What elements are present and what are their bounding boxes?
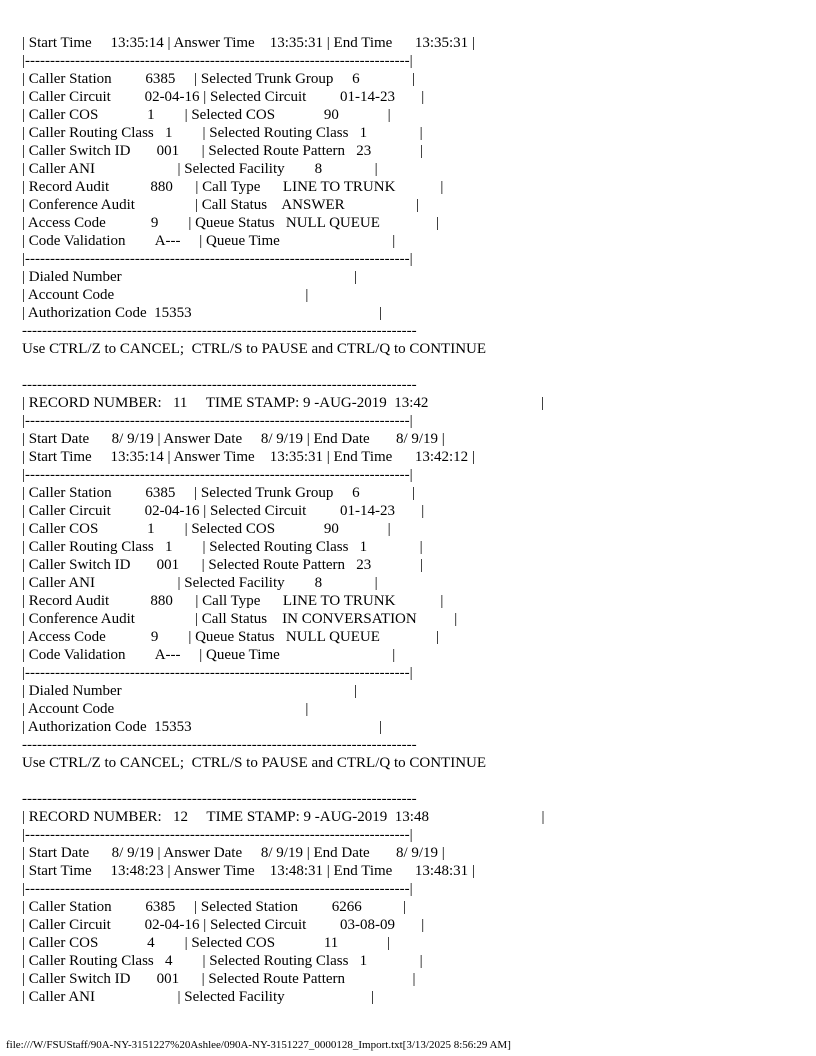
- report-line: | Caller Station 6385 | Selected Station 6266 |: [22, 899, 406, 915]
- report-line: -------------------------------------------------------------------------------: [22, 323, 417, 339]
- report-line: | Caller COS 1 | Selected COS 90 |: [22, 521, 391, 537]
- report-line: |-----------------------------------------------------------------------------|: [22, 413, 413, 429]
- report-line: | Start Date 8/ 9/19 | Answer Date 8/ 9/19 | End Date 8/ 9/19 |: [22, 431, 445, 447]
- report-line: | Conference Audit | Call Status IN CONVERSATION |: [22, 611, 458, 627]
- report-line: | Start Time 13:35:14 | Answer Time 13:35:31 | End Time 13:42:12 |: [22, 449, 475, 465]
- report-line: | Caller Station 6385 | Selected Trunk Group 6 |: [22, 71, 416, 87]
- report-line: | Conference Audit | Call Status ANSWER |: [22, 197, 419, 213]
- report-line: | Code Validation A--- | Queue Time |: [22, 647, 396, 663]
- report-line: | Caller Switch ID 001 | Selected Route Pattern 23 |: [22, 143, 424, 159]
- blank-line: [22, 358, 802, 376]
- report-line: | Authorization Code 15353 |: [22, 305, 383, 321]
- document-body: [22, 34, 802, 1006]
- report-line: | Caller Station 6385 | Selected Trunk Group 6 |: [22, 485, 416, 501]
- report-line: | Caller ANI | Selected Facility |: [22, 989, 374, 1005]
- report-line: | Authorization Code 15353 |: [22, 719, 383, 735]
- report-line: |-----------------------------------------------------------------------------|: [22, 53, 413, 69]
- report-line: | Start Time 13:35:14 | Answer Time 13:35:31 | End Time 13:35:31 |: [22, 35, 475, 51]
- report-line: | Caller Circuit 02-04-16 | Selected Circuit 01-14-23 |: [22, 89, 425, 105]
- report-line: | Access Code 9 | Queue Status NULL QUEUE |: [22, 629, 440, 645]
- report-line: | Record Audit 880 | Call Type LINE TO TRUNK |: [22, 179, 444, 195]
- report-line: |-----------------------------------------------------------------------------|: [22, 665, 413, 681]
- report-line: | Caller COS 4 | Selected COS 11 |: [22, 935, 391, 951]
- report-line: | RECORD NUMBER: 12 TIME STAMP: 9 -AUG-2019 13:48 |: [22, 809, 545, 825]
- report-line: | Caller Routing Class 1 | Selected Routing Class 1 |: [22, 125, 423, 141]
- report-line: | Start Time 13:48:23 | Answer Time 13:48:31 | End Time 13:48:31 |: [22, 863, 475, 879]
- report-line: | Caller Circuit 02-04-16 | Selected Circuit 01-14-23 |: [22, 503, 425, 519]
- file-path-footer: file:///W/FSUStaff/90A-NY-3151227%20Ashlee/090A-NY-3151227_0000128_Import.txt[3/13/2025 8:56:29 AM]: [6, 1039, 511, 1051]
- report-line: | Caller Routing Class 1 | Selected Routing Class 1 |: [22, 539, 423, 555]
- report-line: |-----------------------------------------------------------------------------|: [22, 251, 413, 267]
- report-line: | Dialed Number |: [22, 683, 358, 699]
- report-line: | Caller Switch ID 001 | Selected Route Pattern |: [22, 971, 416, 987]
- report-line: | RECORD NUMBER: 11 TIME STAMP: 9 -AUG-2019 13:42 |: [22, 395, 544, 411]
- report-line: -------------------------------------------------------------------------------: [22, 737, 417, 753]
- report-line: | Caller Circuit 02-04-16 | Selected Circuit 03-08-09 |: [22, 917, 425, 933]
- report-line: Use CTRL/Z to CANCEL; CTRL/S to PAUSE and CTRL/Q to CONTINUE: [22, 755, 487, 771]
- report-line: | Caller ANI | Selected Facility 8 |: [22, 161, 378, 177]
- report-line: -------------------------------------------------------------------------------: [22, 791, 417, 807]
- report-line: |-----------------------------------------------------------------------------|: [22, 827, 413, 843]
- report-line: | Caller Switch ID 001 | Selected Route Pattern 23 |: [22, 557, 424, 573]
- report-line: | Dialed Number |: [22, 269, 358, 285]
- report-line: | Caller COS 1 | Selected COS 90 |: [22, 107, 391, 123]
- report-line: |-----------------------------------------------------------------------------|: [22, 881, 413, 897]
- report-line: | Code Validation A--- | Queue Time |: [22, 233, 396, 249]
- report-line: |-----------------------------------------------------------------------------|: [22, 467, 413, 483]
- report-line: Use CTRL/Z to CANCEL; CTRL/S to PAUSE and CTRL/Q to CONTINUE: [22, 341, 487, 357]
- report-line: | Record Audit 880 | Call Type LINE TO TRUNK |: [22, 593, 444, 609]
- blank-line: [22, 772, 802, 790]
- report-line: -------------------------------------------------------------------------------: [22, 377, 417, 393]
- report-line: | Account Code |: [22, 701, 309, 717]
- report-line: | Caller Routing Class 4 | Selected Routing Class 1 |: [22, 953, 423, 969]
- report-line: | Caller ANI | Selected Facility 8 |: [22, 575, 378, 591]
- report-line: | Account Code |: [22, 287, 309, 303]
- report-line: | Start Date 8/ 9/19 | Answer Date 8/ 9/19 | End Date 8/ 9/19 |: [22, 845, 445, 861]
- report-line: | Access Code 9 | Queue Status NULL QUEUE |: [22, 215, 440, 231]
